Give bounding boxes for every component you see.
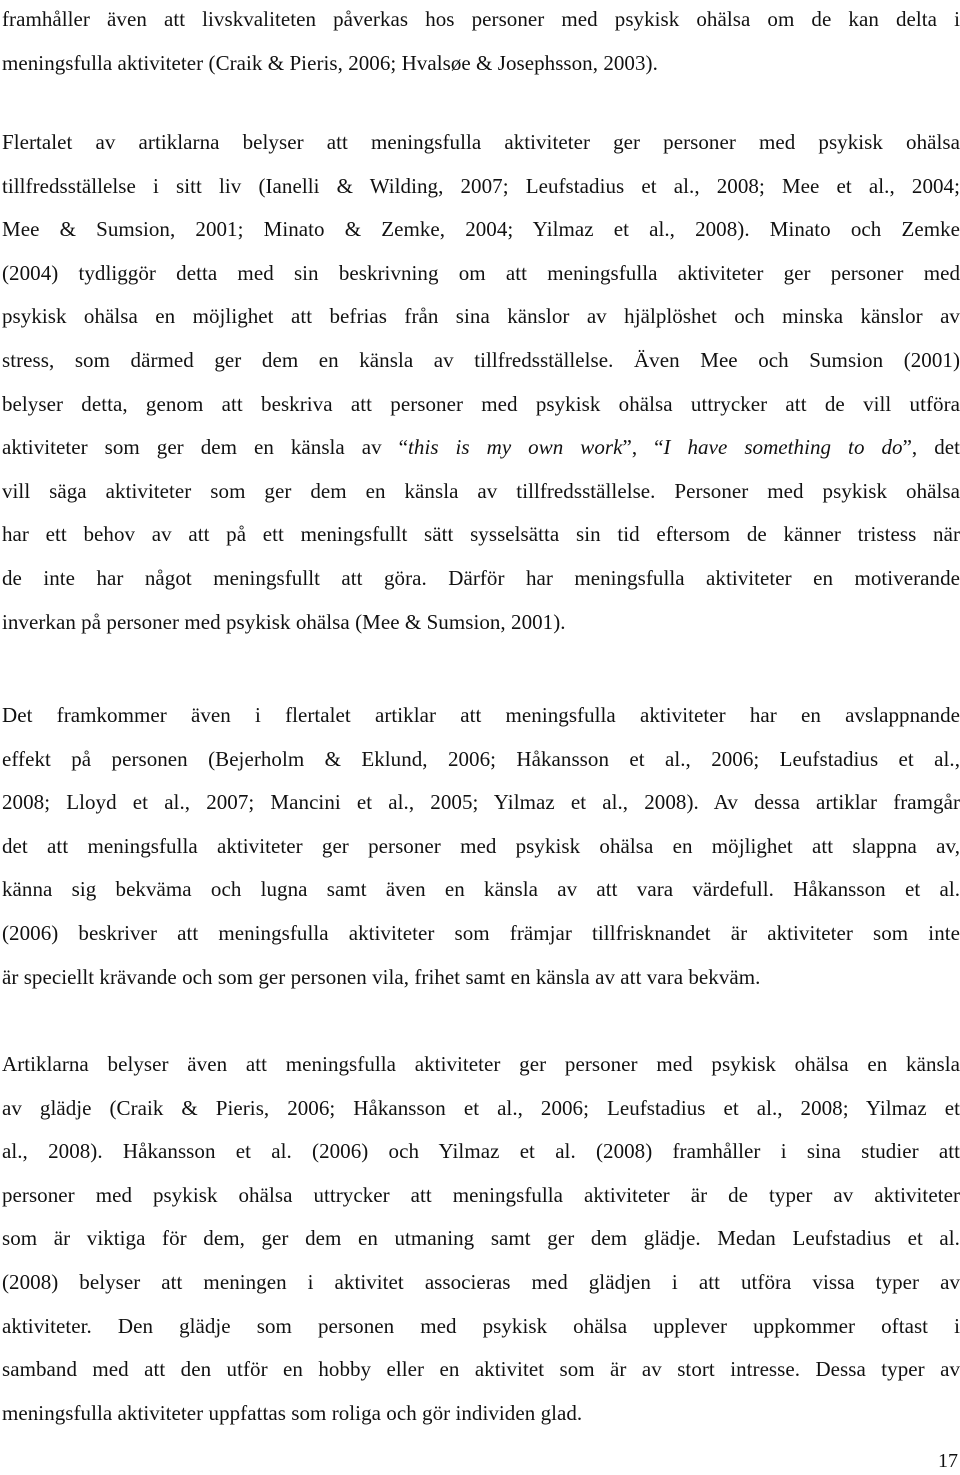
text-line: känna sig bekväma och lugna samt även en känsla av att vara värdefull. Håkansson et al. <box>2 877 960 902</box>
text-line: al., 2008). Håkansson et al. (2006) och Yilmaz et al. (2008) framhåller i sina studier att <box>2 1139 960 1164</box>
paragraph-3 <box>2 694 960 999</box>
text-line: vill säga aktiviteter som ger dem en känsla av tillfredsställelse. Personer med psykisk ohälsa <box>2 478 960 503</box>
text-line: inverkan på personer med psykisk ohälsa (Mee & Sumsion, 2001). <box>2 609 566 634</box>
text-line: de inte har något meningsfullt att göra. Därför har meningsfulla aktiviteter en motiverande <box>2 565 960 590</box>
paragraph-2 <box>2 121 960 644</box>
text-line: Artiklarna belyser även att meningsfulla aktiviteter ger personer med psykisk ohälsa en känsla <box>2 1052 960 1076</box>
text-line: stress, som därmed ger dem en känsla av tillfredsställelse. Även Mee och Sumsion (2001) <box>2 347 960 372</box>
text-line: framhåller även att livskvaliteten påverkas hos personer med psykisk ohälsa om de kan delta i <box>2 7 960 31</box>
text-line: psykisk ohälsa en möjlighet att befrias från sina känslor av hjälplöshet och minska känslor av <box>2 304 960 329</box>
text-line: har ett behov av att på ett meningsfullt sätt sysselsätta sin tid eftersom de känner tristess när <box>2 522 960 547</box>
text-line: personer med psykisk ohälsa uttrycker att meningsfulla aktiviteter är de typer av aktiviteter <box>2 1182 960 1207</box>
text-segment: aktiviteter som ger dem en känsla av “ <box>2 435 409 460</box>
text-line: aktiviteter. Den glädje som personen med psykisk ohälsa upplever uppkommer oftast i <box>2 1313 960 1338</box>
text-line: det att meningsfulla aktiviteter ger personer med psykisk ohälsa en möjlighet att slappna av, <box>2 833 960 858</box>
text-line: är speciellt krävande och som ger personen vila, frihet samt en känsla av att vara bekväm. <box>2 964 761 989</box>
paragraph-1 <box>2 0 960 85</box>
text-line: effekt på personen (Bejerholm & Eklund, 2006; Håkansson et al., 2006; Leufstadius et al., <box>2 746 960 771</box>
text-segment: ”, det <box>902 435 960 460</box>
paragraph-4 <box>2 1043 960 1435</box>
text-line-with-quotes <box>2 426 960 470</box>
text-line: Flertalet av artiklarna belyser att meningsfulla aktiviteter ger personer med psykisk ohälsa <box>2 130 960 154</box>
text-segment: ”, “ <box>622 435 664 460</box>
text-line: (2004) tydliggör detta med sin beskrivning om att meningsfulla aktiviteter ger personer med <box>2 260 960 285</box>
text-line: som är viktiga för dem, ger dem en utmaning samt ger dem glädje. Medan Leufstadius et al. <box>2 1226 960 1251</box>
text-line: tillfredsställelse i sitt liv (Ianelli & Wilding, 2007; Leufstadius et al., 2008; Mee et al., 2004; <box>2 173 960 198</box>
text-line: meningsfulla aktiviteter uppfattas som roliga och gör individen glad. <box>2 1400 583 1425</box>
text-line: 2008; Lloyd et al., 2007; Mancini et al., 2005; Yilmaz et al., 2008). Av dessa artiklar framgår <box>2 790 960 815</box>
text-line: (2006) beskriver att meningsfulla aktiviteter som främjar tillfrisknandet är aktiviteter som inte <box>2 920 960 945</box>
text-line: samband med att den utför en hobby eller en aktivitet som är av stort intresse. Dessa typer av <box>2 1357 960 1382</box>
text-line: av glädje (Craik & Pieris, 2006; Håkansson et al., 2006; Leufstadius et al., 2008; Yilmaz et <box>2 1095 960 1120</box>
text-line: meningsfulla aktiviteter (Craik & Pieris, 2006; Hvalsøe & Josephsson, 2003). <box>2 50 658 75</box>
text-line: (2008) belyser att meningen i aktivitet associeras med glädjen i att utföra vissa typer av <box>2 1269 960 1294</box>
quote-this-is-my-own-work: this is my own work <box>408 435 623 460</box>
quote-i-have-something-to-do: I have something to do <box>663 435 903 460</box>
text-line: Mee & Sumsion, 2001; Minato & Zemke, 2004; Yilmaz et al., 2008). Minato och Zemke <box>2 217 960 242</box>
page-number: 17 <box>938 1450 958 1472</box>
text-line: belyser detta, genom att beskriva att personer med psykisk ohälsa uttrycker att de vill utföra <box>2 391 960 416</box>
text-line: Det framkommer även i flertalet artiklar att meningsfulla aktiviteter har en avslappnande <box>2 703 960 727</box>
